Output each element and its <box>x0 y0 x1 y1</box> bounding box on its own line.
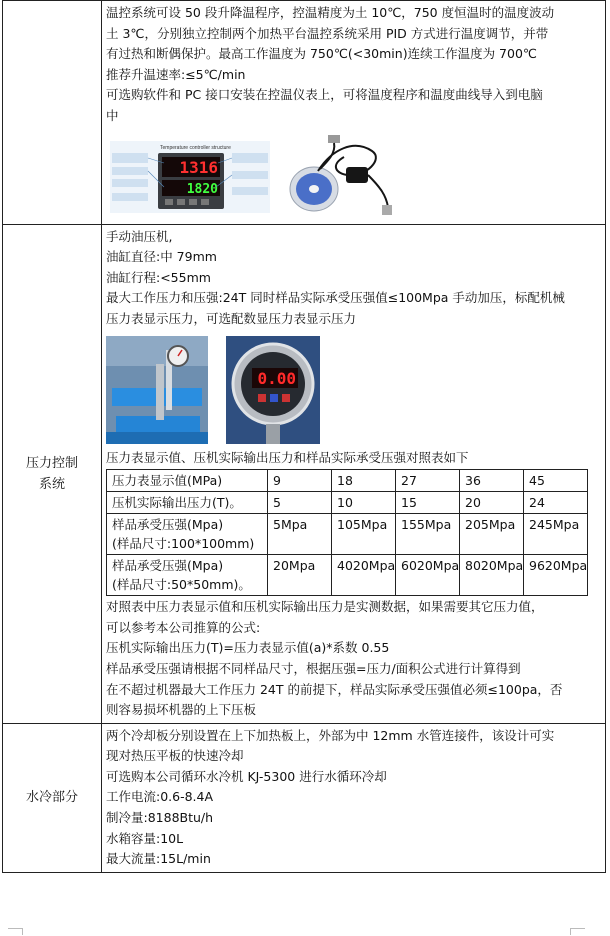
table-cell: 205Mpa <box>460 514 524 555</box>
temperature-row <box>3 1 606 225</box>
table-cell: 27 <box>396 470 460 492</box>
table-cell: 5 <box>268 492 332 514</box>
digital-gauge-display: 0.00 <box>257 368 296 388</box>
table-row <box>107 514 588 555</box>
table-row <box>107 470 588 492</box>
page-corner-mark-left <box>8 928 23 935</box>
table-cell: 6020Mpa <box>396 555 460 596</box>
temperature-line: 可选购软件和 PC 接口安装在控温仪表上，可将温度程序和温度曲线导入到电脑 <box>106 87 543 103</box>
pressure-row <box>3 224 606 723</box>
pressure-label-cell <box>3 224 102 723</box>
temperature-line: 有过热和断偶保护。最高工作温度为 750℃(<30min)连续工作温度为 700℃ <box>106 46 537 62</box>
pressure-note-line: 对照表中压力表显示值和压机实际输出压力是实测数据，如果需要其它压力值， <box>106 599 544 615</box>
pressure-intro-line: 最大工作压力和压强:24T 同时样品实际承受压强值≤100Mpa 手动加压，标配机械 <box>106 290 565 306</box>
table-cell: 9 <box>268 470 332 492</box>
table-cell: 245Mpa <box>524 514 588 555</box>
pressure-note-line: 则容易损坏机器的上下压板 <box>106 702 257 718</box>
controller-pv-display: 1316 <box>179 157 218 177</box>
table-cell: 24 <box>524 492 588 514</box>
table-cell: 20 <box>460 492 524 514</box>
cooling-line: 水箱容量:10L <box>106 830 184 846</box>
controller-structure-title: Temperature controller structure <box>160 144 231 151</box>
table-row-label: 压机实际输出压力(T)。 <box>107 492 268 514</box>
table-cell: 15 <box>396 492 460 514</box>
pressure-note-line: 在不超过机器最大工作压力 24T 的前提下，样品实际承受压强值必须≤100pa，否 <box>106 681 563 697</box>
spec-table <box>2 0 606 873</box>
digital-pressure-gauge-image <box>226 336 320 444</box>
table-row <box>107 555 588 596</box>
cooling-line: 两个冷却板分别设置在上下加热板上，外部为中 12mm 水管连接件，该设计可实 <box>106 727 555 743</box>
pressure-intro-line: 压力表显示压力，可选配数显压力表显示压力 <box>106 310 357 326</box>
table-cell: 36 <box>460 470 524 492</box>
cooling-label-cell <box>3 723 102 872</box>
table-cell: 10 <box>332 492 396 514</box>
page-corner-mark-right <box>570 928 585 935</box>
table-row-label: 样品承受压强(Mpa) (样品尺寸:50*50mm)。 <box>107 555 268 596</box>
temperature-line: 温控系统可设 50 段升降温程序，控温精度为土 10℃，750 度恒温时的温度波动 <box>106 5 555 20</box>
cooling-line: 现对热压平板的快速冷却 <box>106 748 244 764</box>
table-cell: 155Mpa <box>396 514 460 555</box>
cooling-line: 最大流量:15L/min <box>106 851 211 867</box>
table-cell: 5Mpa <box>268 514 332 555</box>
temperature-line: 推荐升温速率:≤5℃/min <box>106 66 246 82</box>
pressure-comparison-table <box>106 469 588 596</box>
pressure-note-line: 样品承受压强请根据不同样品尺寸，根据压强=压力/面积公式进行计算得到 <box>106 660 521 676</box>
table-cell: 20Mpa <box>268 555 332 596</box>
temperature-line: 中 <box>106 107 119 123</box>
controller-structure-image <box>110 141 270 213</box>
pressure-table-caption: 压力表显示值、压机实际输出压力和样品实际承受压强对照表如下 <box>106 449 469 465</box>
pressure-intro-line: 油缸直径:中 79mm <box>106 249 217 265</box>
cooling-label: 水冷部分 <box>25 790 78 806</box>
pressure-note-line: 压机实际输出压力(T)=压力表显示值(a)*系数 0.55 <box>106 640 390 656</box>
pressure-note-line: 可以参考本公司推算的公式: <box>106 619 261 635</box>
table-cell: 45 <box>524 470 588 492</box>
pressure-intro-line: 手动油压机, <box>106 228 173 244</box>
software-cd-usb-image <box>288 131 396 219</box>
table-row-label: 压力表显示值(MPa) <box>107 470 268 492</box>
temperature-content-cell <box>102 1 606 225</box>
cooling-line: 工作电流:0.6-8.4A <box>106 789 214 805</box>
pressure-label: 压力控制 <box>25 455 78 471</box>
temperature-label-cell <box>3 1 102 225</box>
table-cell: 9620Mpa <box>524 555 588 596</box>
temperature-images <box>106 127 601 222</box>
pressure-images <box>106 330 601 448</box>
temperature-line: 土 3℃，分别独立控制两个加热平台温控系统采用 PID 方式进行温度调节，并带 <box>106 25 549 41</box>
pressure-label-cont: 系统 <box>38 476 65 492</box>
cooling-line: 可选购本公司循环水冷机 KJ-5300 进行水循环冷却 <box>106 768 387 784</box>
pressure-content-cell <box>102 224 606 723</box>
cooling-line: 制冷量:8188Btu/h <box>106 810 214 826</box>
pressure-intro-line: 油缸行程:<55mm <box>106 269 211 285</box>
controller-sv-display: 1820 <box>186 181 218 197</box>
cooling-content-cell <box>102 723 606 872</box>
table-cell: 4020Mpa <box>332 555 396 596</box>
table-row-label: 样品承受压强(Mpa) (样品尺寸:100*100mm) <box>107 514 268 555</box>
table-cell: 18 <box>332 470 396 492</box>
table-cell: 8020Mpa <box>460 555 524 596</box>
table-row <box>107 492 588 514</box>
hydraulic-press-image <box>106 336 208 444</box>
cooling-row <box>3 723 606 872</box>
table-cell: 105Mpa <box>332 514 396 555</box>
